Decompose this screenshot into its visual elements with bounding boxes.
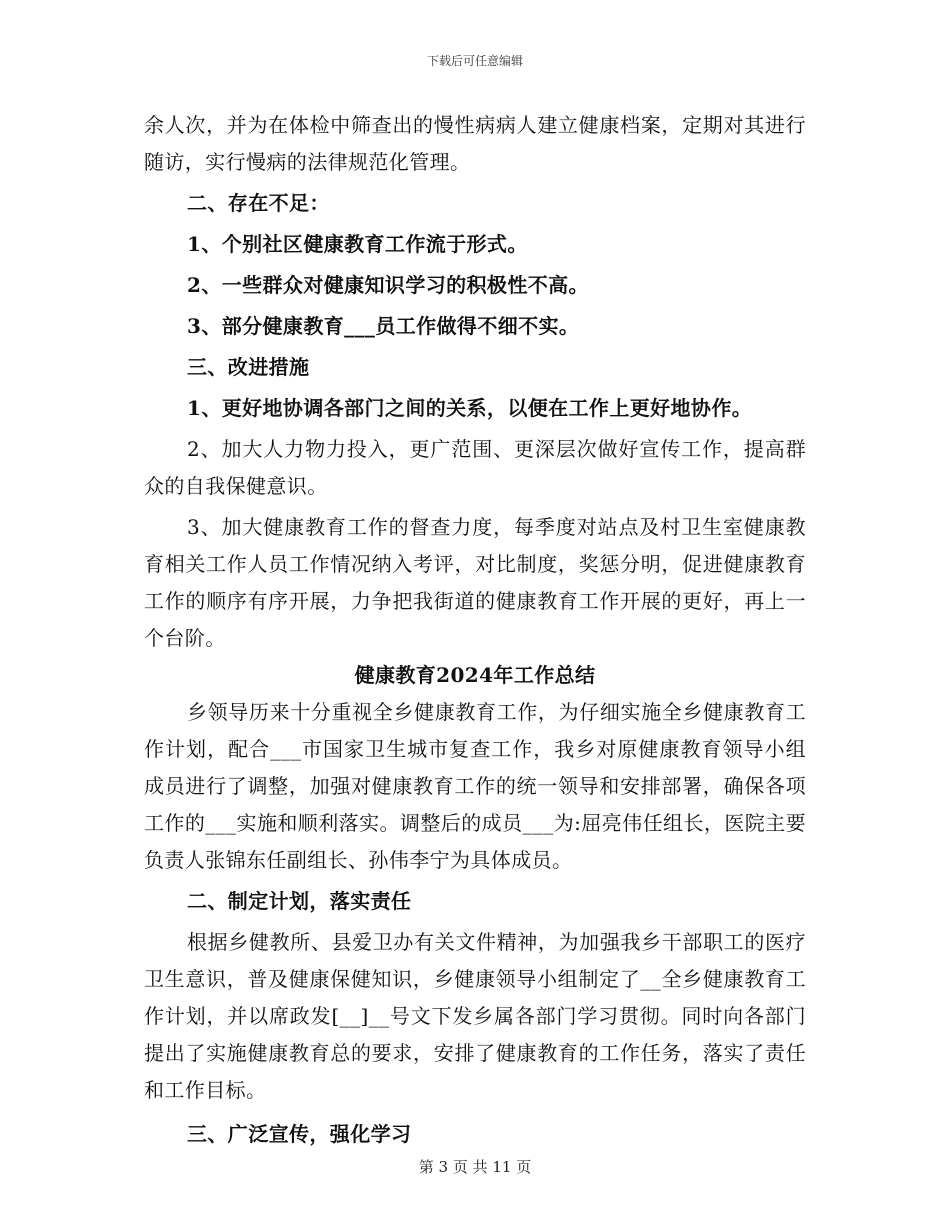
- section-heading-shortcomings: 二、存在不足：: [187, 191, 330, 215]
- document-body: [144, 107, 806, 1153]
- plan-paragraph: 根据乡健教所、县爱卫办有关文件精神，为加强我乡干部职工的医疗卫生意识，普及健康保健知识，乡健康领导小组制定了__全乡健康教育工作计划，并以席政发[__]__号文下发乡属各部门学习贯彻。同时向各部门提出了实施健康教育总的要求，安排了健康教育的工作任务，落实了责任和工作目标。: [144, 930, 806, 1102]
- paragraph-continuation: 余人次，并为在体检中筛查出的慢性病病人建立健康档案，定期对其进行随访，实行慢病的法律规范化管理。: [144, 113, 806, 174]
- page-header-note: 下载后可任意编辑: [426, 54, 523, 68]
- shortcoming-item-3: 3、部分健康教育___员工作做得不细不实。: [187, 314, 580, 338]
- shortcoming-item-2: 2、一些群众对健康知识学习的积极性不高。: [187, 273, 589, 297]
- section-heading-publicity: 三、广泛宣传，强化学习: [187, 1122, 412, 1146]
- improvement-item-1: 1、更好地协调各部门之间的关系，以便在工作上更好地协作。: [187, 396, 753, 420]
- summary-intro-paragraph: 乡领导历来十分重视全乡健康教育工作，为仔细实施全乡健康教育工作计划，配合___市国家卫生城市复查工作，我乡对原健康教育领导小组成员进行了调整，加强对健康教育工作的统一领导和安排部署，确保各项工作的___实施和顺利落实。调整后的成员___为:屈亮伟任组长，医院主要负责人张锦东任副组长、孙伟李宁为具体成员。: [144, 700, 806, 872]
- document-title: 健康教育2024年工作总结: [354, 663, 596, 687]
- section-heading-plan: 二、制定计划，落实责任: [187, 889, 412, 913]
- page-number-footer: 第 3 页 共 11 页: [418, 1158, 532, 1176]
- shortcoming-item-1: 1、个别社区健康教育工作流于形式。: [187, 232, 528, 256]
- improvement-item-3: 3、加大健康教育工作的督查力度，每季度对站点及村卫生室健康教育相关工作人员工作情况纳入考评，对比制度，奖惩分明，促进健康教育工作的顺序有序开展，力争把我街道的健康教育工作开展的更好，再上一个台阶。: [144, 515, 806, 650]
- improvement-item-2: 2、加大人力物力投入，更广范围、更深层次做好宣传工作，提高群众的自我保健意识。: [144, 437, 806, 498]
- section-heading-improvements: 三、改进措施: [187, 355, 310, 379]
